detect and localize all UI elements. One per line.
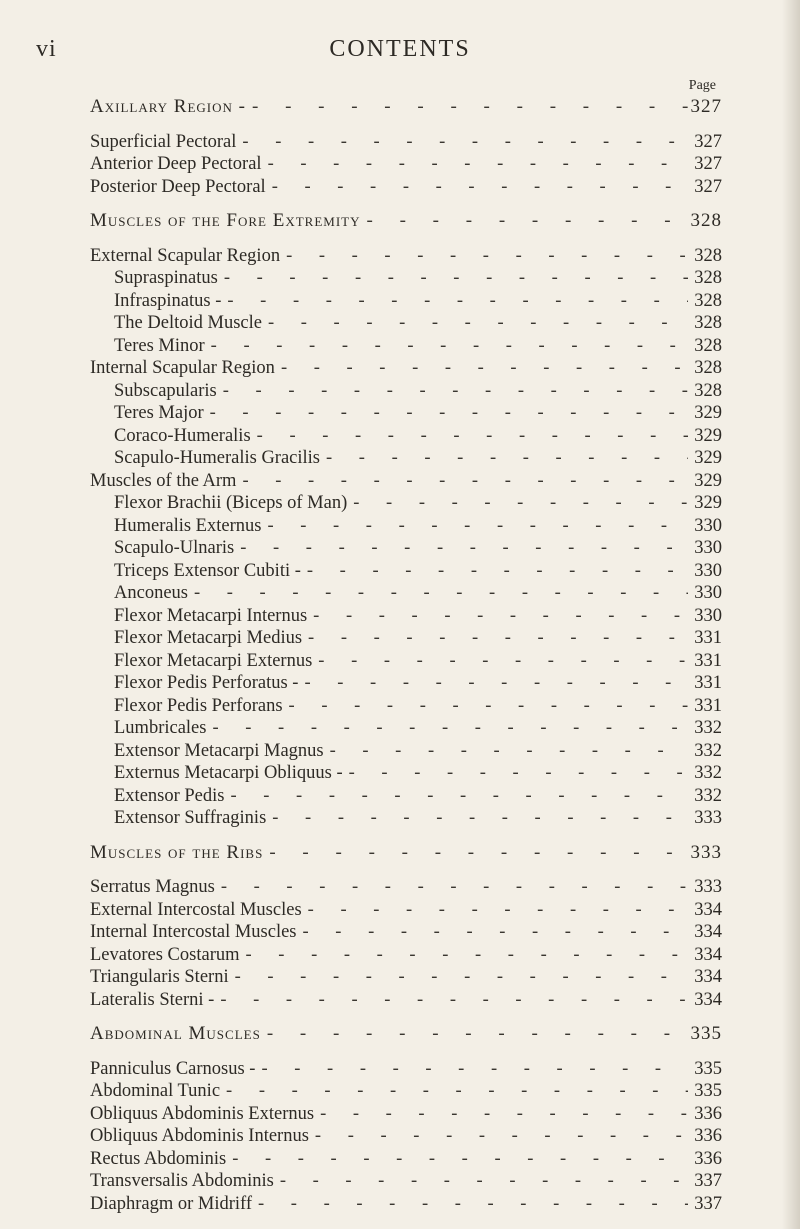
toc-entry-page: 330 bbox=[694, 605, 722, 626]
toc-entry-row bbox=[90, 1058, 722, 1081]
toc-entry-title: Abdominal Muscles bbox=[90, 1023, 261, 1044]
toc-entry-page: 330 bbox=[694, 560, 722, 581]
toc-entry-title: Teres Minor bbox=[114, 335, 205, 356]
toc-entry-page: 336 bbox=[694, 1148, 722, 1169]
dot-leader bbox=[314, 1103, 688, 1126]
toc-entry-title: Superficial Pectoral bbox=[90, 131, 237, 152]
page-edge-shadow bbox=[782, 0, 800, 1229]
toc-entry-row bbox=[90, 627, 722, 650]
dot-leader bbox=[205, 335, 688, 358]
toc-entry-title: Flexor Metacarpi Medius bbox=[114, 628, 303, 648]
toc-entry-page: 329 bbox=[694, 470, 722, 491]
toc-entry-page: 332 bbox=[694, 763, 722, 783]
toc-entry-page: 329 bbox=[694, 493, 722, 513]
running-title: CONTENTS bbox=[329, 36, 471, 62]
toc-entry-row bbox=[90, 672, 722, 695]
toc-entry-page: 332 bbox=[694, 718, 722, 738]
toc-entry-row bbox=[90, 989, 722, 1012]
dot-leader bbox=[206, 717, 688, 740]
toc-entry-title: Serratus Magnus bbox=[90, 877, 215, 897]
toc-entry-page: 327 bbox=[694, 154, 722, 174]
toc-entry-title: Abdominal Tunic bbox=[90, 1081, 221, 1101]
dot-leader bbox=[221, 290, 688, 313]
toc-entry-row bbox=[90, 335, 722, 358]
dot-leader bbox=[236, 131, 688, 154]
toc-entry-title: Lateralis Sterni - bbox=[90, 989, 215, 1010]
dot-leader bbox=[266, 807, 688, 830]
toc-entry-row bbox=[90, 695, 722, 718]
dot-leader bbox=[283, 695, 688, 718]
toc-section-row bbox=[90, 96, 722, 119]
toc-entry-title: Extensor Pedis bbox=[114, 785, 225, 806]
toc-entry-row bbox=[90, 492, 722, 515]
toc-entry-title: Anconeus bbox=[114, 583, 188, 603]
toc-entry-row bbox=[90, 153, 722, 176]
toc-entry-page: 330 bbox=[694, 538, 722, 558]
dot-leader bbox=[240, 944, 689, 967]
toc-entry-row bbox=[90, 425, 722, 448]
toc-entry-row bbox=[90, 537, 722, 560]
toc-entry-page: 327 bbox=[694, 131, 722, 152]
toc-entry-page: 329 bbox=[694, 425, 722, 446]
toc-entry-page: 328 bbox=[694, 335, 722, 356]
toc-entry-title: Scapulo-Humeralis Gracilis bbox=[114, 448, 321, 468]
dot-leader bbox=[324, 740, 688, 763]
toc-entry-page: 333 bbox=[694, 808, 722, 828]
toc-entry-page: 335 bbox=[694, 1081, 722, 1101]
dot-leader bbox=[255, 1058, 688, 1081]
toc-entry-page: 334 bbox=[694, 967, 722, 987]
toc-entry-row bbox=[90, 807, 722, 830]
toc-entry-page: 337 bbox=[694, 1171, 722, 1191]
toc-section-row bbox=[90, 1023, 722, 1046]
toc-entry-row bbox=[90, 560, 722, 583]
toc-entry-page: 334 bbox=[694, 989, 722, 1010]
toc-entry-title: Flexor Metacarpi Externus bbox=[114, 650, 313, 671]
dot-leader bbox=[298, 672, 688, 695]
toc-entry-row bbox=[90, 470, 722, 493]
toc-entry-title: Flexor Pedis Perforatus - bbox=[114, 673, 299, 693]
toc-entry-title: Diaphragm or Midriff bbox=[90, 1193, 253, 1214]
toc-entry-page: 328 bbox=[694, 313, 722, 333]
toc-entry-page: 327 bbox=[694, 176, 722, 197]
toc-entry-row bbox=[90, 402, 722, 425]
toc-entry-title: Lumbricales bbox=[114, 718, 207, 738]
dot-leader bbox=[252, 1193, 688, 1216]
toc-entry-page: 333 bbox=[694, 877, 722, 897]
toc-entry-page: 331 bbox=[694, 695, 722, 716]
toc-entry-row bbox=[90, 1148, 722, 1171]
toc-entry-page: 334 bbox=[694, 922, 722, 942]
toc-entry-row bbox=[90, 650, 722, 673]
toc-entry-row bbox=[90, 1193, 722, 1216]
toc-entry-row bbox=[90, 740, 722, 763]
toc-entry-page: 334 bbox=[694, 944, 722, 965]
toc-entry-title: Internal Scapular Region bbox=[90, 358, 275, 378]
toc-entry-page: 328 bbox=[694, 358, 722, 378]
toc-entry-page: 331 bbox=[694, 673, 722, 693]
dot-leader bbox=[236, 470, 688, 493]
toc-entry-title: Transversalis Abdominis bbox=[90, 1171, 274, 1191]
toc-entry-title: Muscles of the Ribs bbox=[90, 841, 264, 863]
toc-entry-title: Scapulo-Ulnaris bbox=[114, 538, 235, 558]
dot-leader bbox=[266, 176, 688, 199]
toc-entry-row bbox=[90, 717, 722, 740]
toc-entry-title: Obliquus Abdominis Internus bbox=[90, 1126, 309, 1146]
toc-entry-title: External Intercostal Muscles bbox=[90, 899, 302, 920]
toc-entry-title: Levatores Costarum bbox=[90, 944, 240, 965]
dot-leader bbox=[274, 1170, 688, 1193]
toc-entry-page: 328 bbox=[694, 268, 722, 288]
dot-leader bbox=[297, 921, 688, 944]
toc-entry-page: 335 bbox=[690, 1023, 722, 1044]
dot-leader bbox=[224, 785, 688, 808]
dot-leader bbox=[261, 1023, 688, 1046]
toc-entry-title: Infraspinatus - bbox=[114, 290, 222, 311]
dot-leader bbox=[246, 96, 688, 119]
dot-leader bbox=[280, 245, 688, 268]
toc-entry-row bbox=[90, 921, 722, 944]
toc-entry-row bbox=[90, 290, 722, 313]
toc-entry-page: 331 bbox=[694, 650, 722, 671]
dot-leader bbox=[204, 402, 688, 425]
toc-entry-title: Triceps Extensor Cubiti - bbox=[114, 560, 301, 581]
dot-leader bbox=[301, 560, 688, 583]
dot-leader bbox=[220, 1080, 688, 1103]
dot-leader bbox=[312, 650, 688, 673]
toc-entry-page: 328 bbox=[694, 245, 722, 266]
toc-entry-page: 329 bbox=[694, 403, 722, 423]
toc-entry-page: 330 bbox=[694, 583, 722, 603]
toc-entry-title: Extensor Suffraginis bbox=[114, 808, 267, 828]
dot-leader bbox=[275, 357, 688, 380]
dot-leader bbox=[226, 1148, 688, 1171]
dot-leader bbox=[261, 515, 688, 538]
dot-leader bbox=[214, 989, 688, 1012]
table-of-contents bbox=[90, 96, 722, 1215]
dot-leader bbox=[320, 447, 688, 470]
dot-leader bbox=[361, 210, 688, 233]
toc-entry-title: Flexor Pedis Perforans bbox=[114, 695, 283, 716]
toc-entry-title: Muscles of the Fore Extremity bbox=[90, 210, 361, 231]
toc-entry-row bbox=[90, 899, 722, 922]
toc-entry-page: 330 bbox=[694, 515, 722, 536]
dot-leader bbox=[302, 899, 688, 922]
toc-entry-title: Muscles of the Arm bbox=[90, 470, 237, 491]
toc-entry-title: Internal Intercostal Muscles bbox=[90, 922, 297, 942]
toc-entry-title: Anterior Deep Pectoral bbox=[90, 154, 262, 174]
toc-entry-row bbox=[90, 944, 722, 967]
toc-entry-row bbox=[90, 515, 722, 538]
dot-leader bbox=[218, 267, 688, 290]
dot-leader bbox=[343, 762, 688, 785]
dot-leader bbox=[309, 1125, 688, 1148]
toc-entry-row bbox=[90, 312, 722, 335]
toc-entry-title: Rectus Abdominis bbox=[90, 1148, 227, 1169]
toc-entry-title: Flexor Brachii (Biceps of Man) bbox=[114, 493, 348, 513]
toc-entry-title: Subscapularis bbox=[114, 380, 217, 401]
dot-leader bbox=[263, 842, 688, 865]
toc-entry-page: 336 bbox=[694, 1126, 722, 1146]
toc-entry-title: Obliquus Abdominis Externus bbox=[90, 1103, 315, 1124]
toc-section-row bbox=[90, 210, 722, 233]
toc-entry-row bbox=[90, 785, 722, 808]
toc-entry-page: 334 bbox=[694, 899, 722, 920]
toc-entry-row bbox=[90, 245, 722, 268]
dot-leader bbox=[188, 582, 688, 605]
page-number: vi bbox=[36, 36, 57, 62]
dot-leader bbox=[234, 537, 688, 560]
dot-leader bbox=[251, 425, 688, 448]
toc-entry-title: Axillary Region - bbox=[90, 96, 246, 117]
toc-entry-row bbox=[90, 966, 722, 989]
toc-entry-row bbox=[90, 1170, 722, 1193]
toc-entry-row bbox=[90, 176, 722, 199]
toc-entry-page: 332 bbox=[694, 740, 722, 761]
toc-entry-title: Posterior Deep Pectoral bbox=[90, 176, 266, 197]
toc-entry-row bbox=[90, 605, 722, 628]
dot-leader bbox=[215, 876, 688, 899]
toc-entry-row bbox=[90, 380, 722, 403]
dot-leader bbox=[229, 966, 688, 989]
toc-entry-page: 329 bbox=[694, 448, 722, 468]
toc-entry-title: Flexor Metacarpi Internus bbox=[114, 605, 308, 626]
toc-entry-page: 335 bbox=[694, 1058, 722, 1079]
toc-entry-row bbox=[90, 131, 722, 154]
toc-entry-title: Externus Metacarpi Obliquus - bbox=[114, 763, 343, 783]
dot-leader bbox=[347, 492, 688, 515]
toc-entry-page: 328 bbox=[694, 380, 722, 401]
toc-entry-title: Panniculus Carnosus - bbox=[90, 1058, 256, 1079]
toc-entry-title: Supraspinatus bbox=[114, 268, 218, 288]
toc-entry-title: Triangularis Sterni bbox=[90, 967, 229, 987]
toc-entry-page: 328 bbox=[690, 210, 722, 231]
toc-entry-page: 337 bbox=[694, 1193, 722, 1214]
toc-section-row bbox=[90, 842, 722, 865]
toc-entry-row bbox=[90, 1103, 722, 1126]
toc-entry-title: Extensor Metacarpi Magnus bbox=[114, 740, 324, 761]
toc-entry-row bbox=[90, 876, 722, 899]
toc-entry-page: 331 bbox=[694, 628, 722, 648]
dot-leader bbox=[302, 627, 688, 650]
page-column-label: Page bbox=[688, 78, 716, 93]
toc-entry-row bbox=[90, 1125, 722, 1148]
toc-entry-title: Teres Major bbox=[114, 403, 204, 423]
toc-entry-page: 332 bbox=[694, 785, 722, 806]
dot-leader bbox=[262, 312, 688, 335]
toc-entry-row bbox=[90, 447, 722, 470]
toc-entry-row bbox=[90, 762, 722, 785]
toc-entry-row bbox=[90, 357, 722, 380]
toc-entry-row bbox=[90, 1080, 722, 1103]
dot-leader bbox=[217, 380, 688, 403]
toc-entry-title: Humeralis Externus bbox=[114, 515, 262, 536]
dot-leader bbox=[262, 153, 688, 176]
toc-entry-row bbox=[90, 582, 722, 605]
toc-entry-title: Coraco-Humeralis bbox=[114, 425, 251, 446]
toc-entry-row bbox=[90, 267, 722, 290]
toc-entry-page: 333 bbox=[690, 841, 722, 863]
toc-entry-page: 336 bbox=[694, 1103, 722, 1124]
toc-entry-page: 327 bbox=[690, 96, 722, 117]
toc-entry-page: 328 bbox=[694, 290, 722, 311]
dot-leader bbox=[307, 605, 688, 628]
toc-entry-title: The Deltoid Muscle bbox=[114, 313, 262, 333]
toc-entry-title: External Scapular Region bbox=[90, 245, 281, 266]
